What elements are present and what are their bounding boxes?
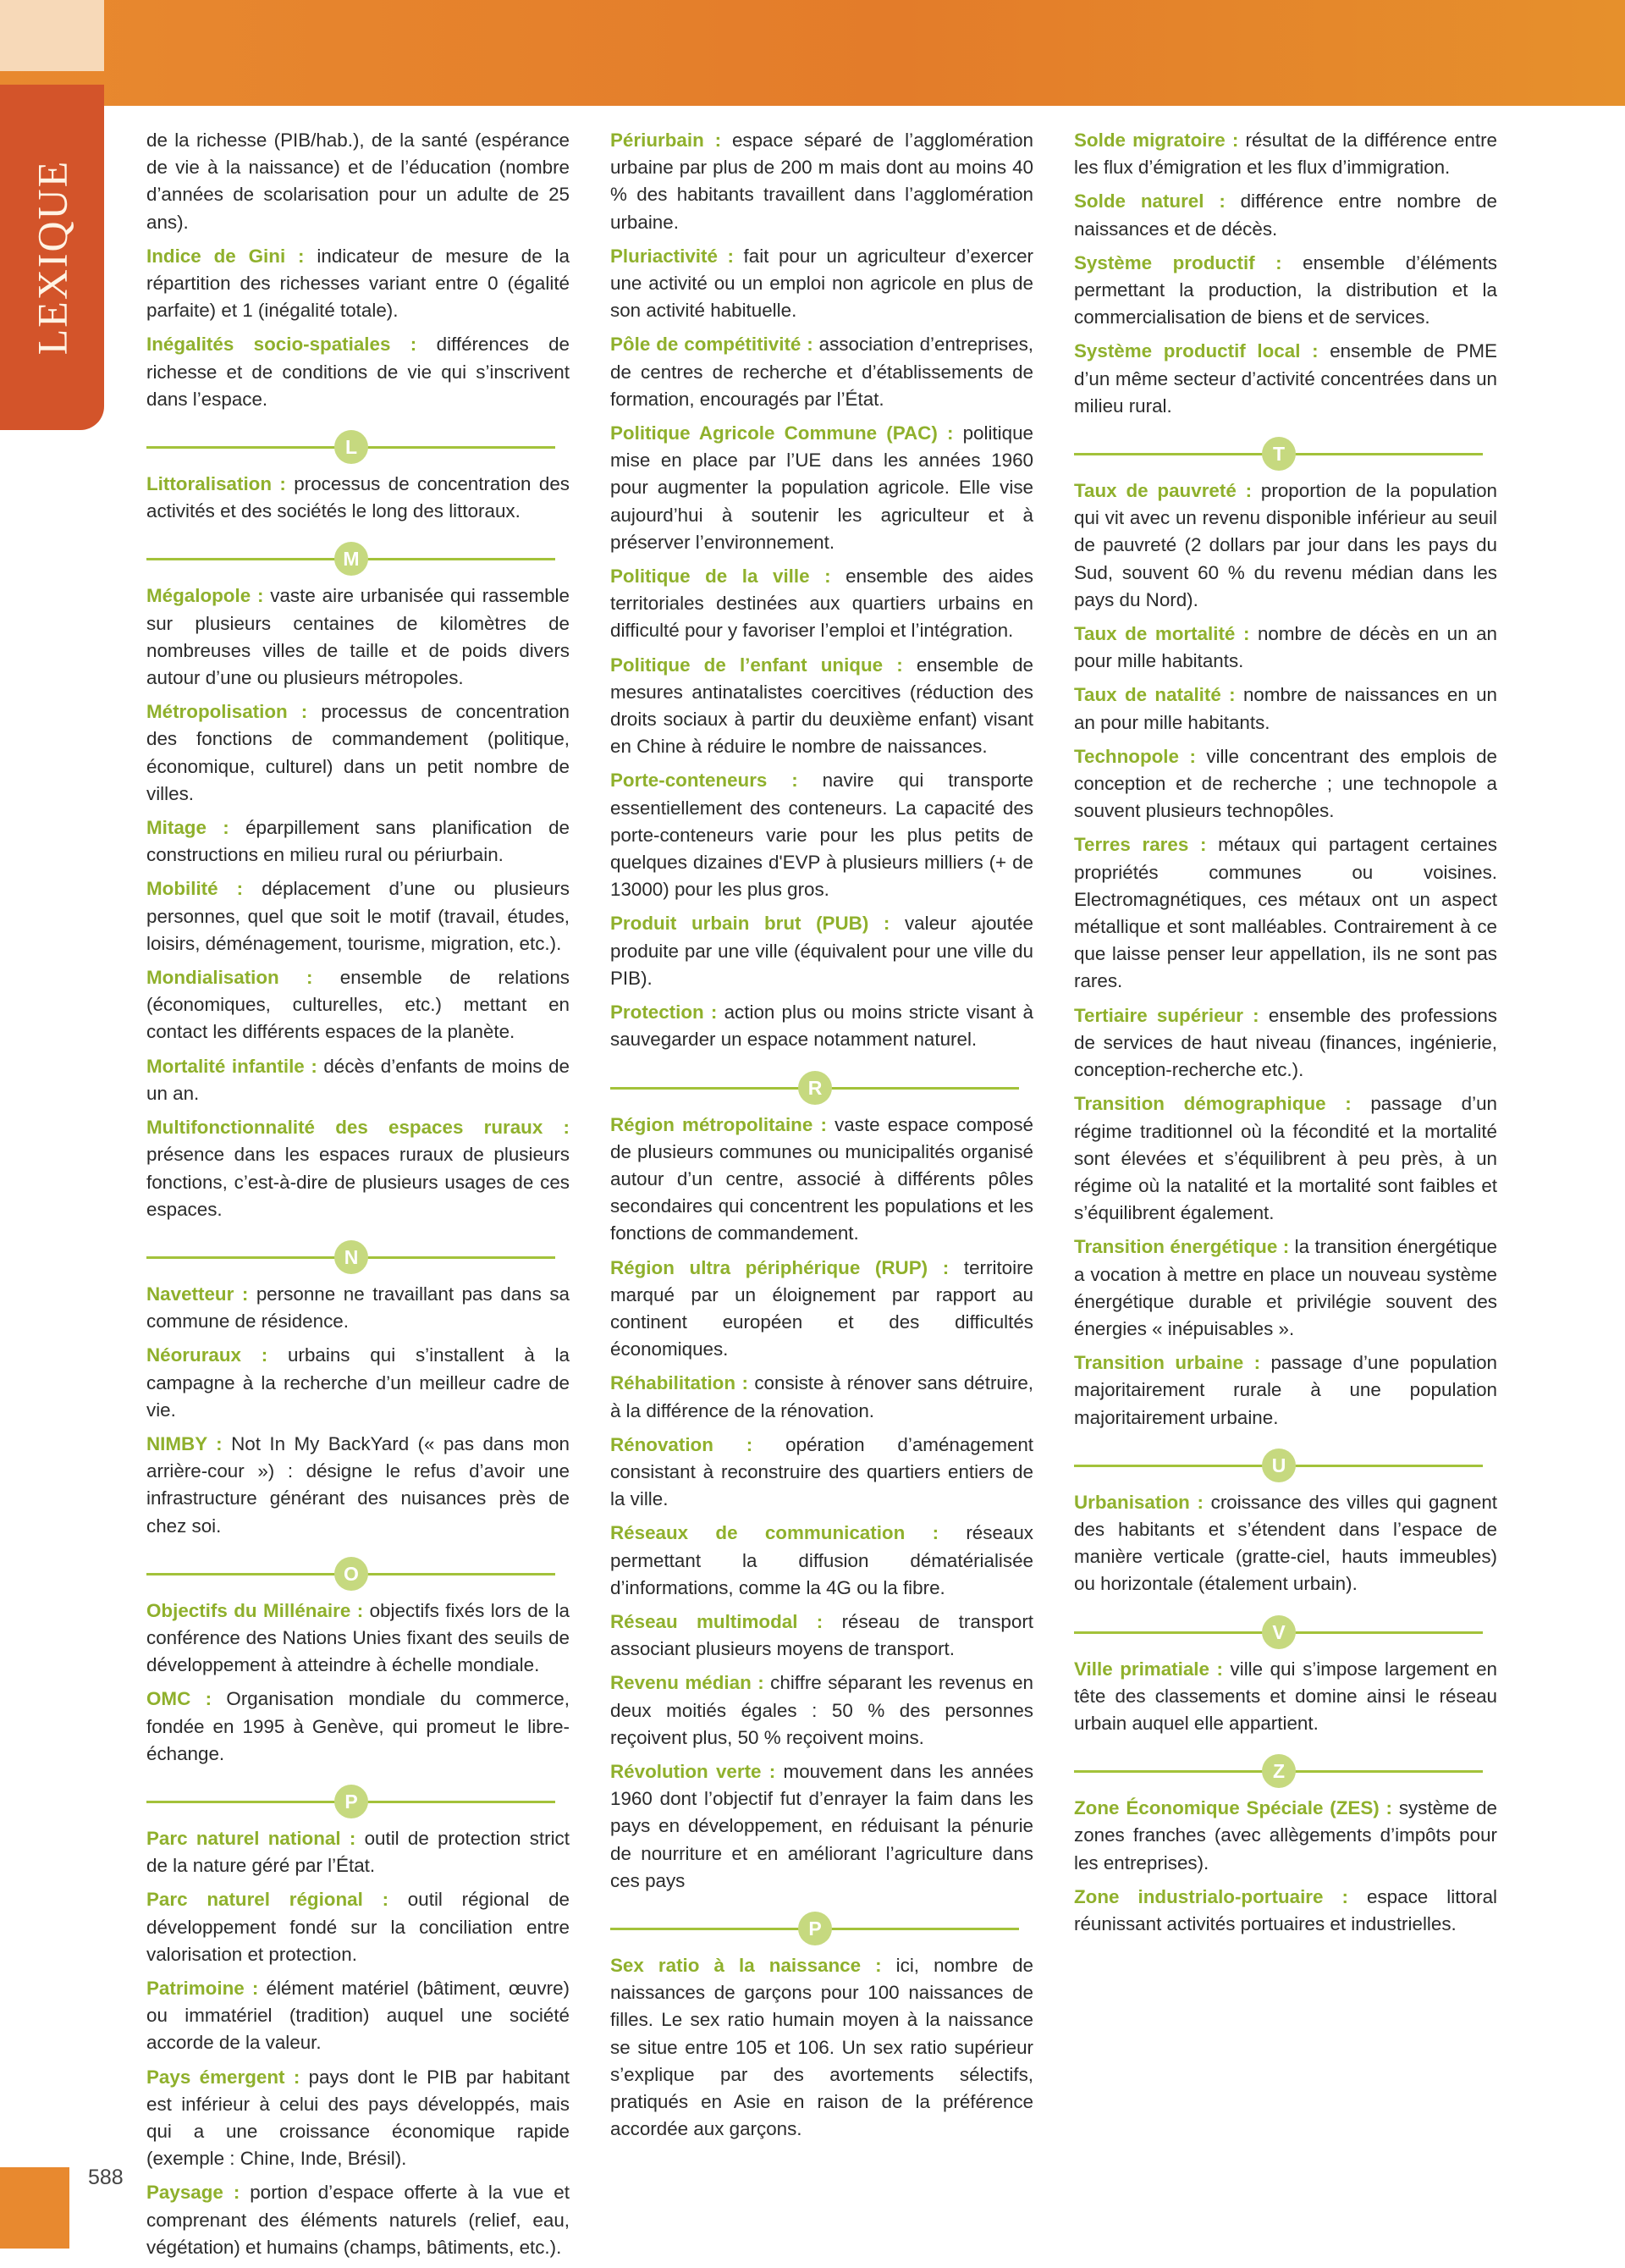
glossary-entry <box>146 1431 570 1540</box>
glossary-column-2 <box>610 127 1033 2149</box>
entry-definition: Organisation mondiale du commerce, fondée en 1995 à Genève, qui promeut le libre-échange. <box>146 1688 570 1764</box>
glossary-entry <box>610 652 1033 761</box>
entry-term: Pays émergent : <box>146 2066 300 2088</box>
glossary-entry <box>1074 831 1497 995</box>
letter-badge: R <box>798 1071 832 1105</box>
glossary-entry <box>1074 338 1497 420</box>
entry-term: Mitage : <box>146 817 229 839</box>
glossary-entry <box>1074 1090 1497 1227</box>
entry-term: Technopole : <box>1074 745 1196 767</box>
letter-divider <box>146 430 570 464</box>
glossary-entry <box>146 1598 570 1680</box>
entry-term: Système productif local : <box>1074 340 1319 362</box>
entry-term: Urbanisation : <box>1074 1491 1204 1513</box>
entry-term: Métropolisation : <box>146 701 308 723</box>
entry-definition: association d’entreprises, de centres de recherche et d’établissements de formation, encouragés par l’État. <box>610 334 1033 410</box>
entry-definition: opération d’aménagement consistant à reconstruire des quartiers entiers de la ville. <box>610 1433 1033 1510</box>
letter-divider <box>1074 437 1497 471</box>
entry-definition: vaste espace composé de plusieurs communes ou municipalités organisé autour d’un centre, associé à différents pôles secondaires qui concentrent les populations et les fonctions de commandement. <box>610 1113 1034 1244</box>
glossary-column-3 <box>1074 127 1497 1945</box>
glossary-entry <box>1074 1489 1497 1598</box>
glossary-entry <box>610 1112 1033 1248</box>
entry-definition: action plus ou moins stricte visant à sauvegarder un espace notamment naturel. <box>610 1002 1033 1051</box>
letter-badge: P <box>334 1785 368 1818</box>
glossary-entry <box>610 767 1033 903</box>
entry-term: Navetteur : <box>146 1283 249 1305</box>
entry-definition: élément matériel (bâtiment, œuvre) ou immatériel (tradition) auquel une société accorde de la valeur. <box>146 1977 570 2054</box>
entry-definition: urbains qui s’installent à la campagne à la recherche d’un meilleur cadre de vie. <box>146 1344 570 1421</box>
entry-term: Taux de pauvreté : <box>1074 480 1253 502</box>
entry-definition: ensemble de mesures antinatalistes coercitives (réduction des droits sociaux à partir du deuxième enfant) visant en Chine à réduire le nombre de naissances. <box>610 654 1033 758</box>
glossary-entry <box>146 1114 570 1223</box>
entry-definition: Not In My BackYard (« pas dans mon arrière-cour ») : désigne le refus d’avoir une infrastructure générant des nuisances près de chez soi. <box>146 1432 570 1537</box>
glossary-entry <box>610 563 1033 645</box>
glossary-entry <box>610 1952 1033 2143</box>
entry-definition: personne ne travaillant pas dans sa commune de résidence. <box>146 1283 570 1333</box>
glossary-entry <box>146 1825 570 1879</box>
glossary-entry <box>1074 743 1497 825</box>
glossary-entry <box>146 1975 570 2057</box>
entry-term: Réhabilitation : <box>610 1372 748 1394</box>
entry-definition: de la richesse (PIB/hab.), de la santé (espérance de vie à la naissance) et de l’éducation (nombre d’années de scolarisation pour un adulte de 25 ans). <box>146 130 570 233</box>
entry-term: Multifonctionnalité des espaces ruraux : <box>146 1117 570 1139</box>
glossary-entry <box>146 1281 570 1335</box>
letter-divider <box>146 1240 570 1274</box>
entry-definition: ensemble d’éléments permettant la production, la distribution et la commercialisation de biens et de services. <box>1074 251 1497 328</box>
entry-term: Solde migratoire : <box>1074 130 1239 151</box>
entry-term: Pluriactivité : <box>610 245 734 267</box>
entry-term: Région métropolitaine : <box>610 1113 827 1135</box>
glossary-entry <box>1074 682 1497 736</box>
glossary-entry <box>146 582 570 692</box>
glossary-entry <box>610 331 1033 413</box>
glossary-entry <box>146 471 570 525</box>
entry-definition: fait pour un agriculteur d’exercer une activité ou un emploi non agricole en plus de son activité habituelle. <box>610 245 1033 322</box>
entry-definition: outil régional de développement fondé sur la conciliation entre valorisation et protection. <box>146 1889 570 1965</box>
letter-divider <box>1074 1615 1497 1649</box>
entry-term: Parc naturel national : <box>146 1827 356 1849</box>
letter-divider <box>1074 1449 1497 1482</box>
entry-definition: la transition énergétique a vocation à mettre en place un nouveau système énergétique durable et privilégie souvent des énergies « inépuisables ». <box>1074 1236 1498 1339</box>
entry-term: Sex ratio à la naissance : <box>610 1954 882 1976</box>
entry-definition: différences de richesse et de conditions de vie qui s’inscrivent dans l’espace. <box>146 334 570 410</box>
entry-definition: déplacement d’une ou plusieurs personnes, quel que soit le motif (travail, études, loisirs, déménagement, tourisme, migration, etc.). <box>146 878 570 954</box>
entry-definition: réseaux permettant la diffusion dématérialisée d’informations, comme la 4G ou la fibre. <box>610 1522 1033 1598</box>
letter-badge: Z <box>1262 1754 1296 1788</box>
letter-badge: N <box>334 1240 368 1274</box>
entry-term: Rénovation : <box>610 1433 753 1455</box>
entry-term: Taux de mortalité : <box>1074 623 1250 645</box>
glossary-entry <box>1074 477 1497 614</box>
letter-divider <box>1074 1754 1497 1788</box>
glossary-entry <box>610 1520 1033 1602</box>
entry-term: Revenu médian : <box>610 1672 764 1694</box>
glossary-entry <box>610 1432 1033 1514</box>
glossary-entry <box>146 875 570 957</box>
glossary-entry <box>610 1609 1033 1663</box>
glossary-entry <box>1074 1656 1497 1738</box>
entry-term: Tertiaire supérieur : <box>1074 1004 1259 1026</box>
entry-term: Pôle de compétitivité : <box>610 334 813 356</box>
glossary-entry <box>146 814 570 869</box>
glossary-entry <box>146 1886 570 1968</box>
entry-term: Ville primatiale : <box>1074 1658 1223 1680</box>
entry-definition: ville qui s’impose largement en tête des classements et domine ainsi le réseau urbain auquel elle appartient. <box>1074 1658 1497 1734</box>
glossary-entry <box>146 1342 570 1424</box>
entry-definition: nombre de naissances en un an pour mille habitants. <box>1074 684 1497 733</box>
entry-term: Mégalopole : <box>146 585 264 607</box>
entry-term: Réseaux de communication : <box>610 1522 939 1544</box>
entry-term: Indice de Gini : <box>146 245 305 267</box>
entry-term: Transition démographique : <box>1074 1093 1352 1115</box>
entry-term: Révolution verte : <box>610 1760 776 1782</box>
glossary-entry <box>610 1758 1033 1895</box>
entry-definition: outil de protection strict de la nature géré par l’État. <box>146 1827 570 1877</box>
entry-term: NIMBY : <box>146 1432 223 1454</box>
glossary-entry <box>1074 1795 1497 1877</box>
entry-term: Transition énergétique : <box>1074 1236 1290 1258</box>
letter-badge: L <box>334 430 368 464</box>
entry-definition: ensemble de relations (économiques, culturelles, etc.) mettant en contact les différents espaces de la planète. <box>146 967 570 1043</box>
entry-term: Politique de la ville : <box>610 566 831 588</box>
entry-definition: vaste aire urbanisée qui rassemble sur plusieurs centaines de kilomètres de nombreuses villes de taille et de poids divers autour d’une ou plusieurs métropoles. <box>146 585 570 689</box>
entry-definition: présence dans les espaces ruraux de plusieurs fonctions, c’est-à-dire de plusieurs usages de ces espaces. <box>146 1144 570 1220</box>
entry-definition: navire qui transporte essentiellement des conteneurs. La capacité des porte-conteneurs varie pour les plus petits de quelques dizaines d'EVP à plusieurs milliers (+ de 13000) pour les plus gros. <box>610 770 1034 901</box>
entry-term: Littoralisation : <box>146 473 286 495</box>
letter-badge: V <box>1262 1615 1296 1649</box>
entry-term: Protection : <box>610 1002 718 1024</box>
glossary-entry <box>146 127 570 236</box>
letter-divider <box>146 542 570 576</box>
entry-definition: ville concentrant des emplois de conception et de recherche ; une technopole a souvent plusieurs technopôles. <box>1074 745 1497 822</box>
entry-definition: ensemble de PME d’un même secteur d’activité concentrées dans un milieu rural. <box>1074 340 1497 417</box>
section-title: LEXIQUE <box>28 159 76 356</box>
entry-term: Solde naturel : <box>1074 190 1226 212</box>
entry-definition: ensemble des professions de services de haut niveau (finances, ingénierie, conception-recherche etc.). <box>1074 1004 1497 1081</box>
glossary-entry <box>610 910 1033 992</box>
entry-term: Mobilité : <box>146 878 244 900</box>
entry-definition: ensemble des aides territoriales destinées aux quartiers urbains en difficulté pour y favoriser l’emploi et l’intégration. <box>610 566 1033 642</box>
entry-definition: pays dont le PIB par habitant est inférieur à celui des pays développés, mais qui a une croissance économique rapide (exemple : Chine, Inde, Brésil). <box>146 2066 570 2170</box>
glossary-entry <box>610 1370 1033 1424</box>
glossary-entry <box>146 331 570 413</box>
glossary-entry <box>610 243 1033 325</box>
entry-term: Paysage : <box>146 2182 240 2204</box>
glossary-entry <box>146 2179 570 2261</box>
entry-term: Parc naturel régional : <box>146 1889 389 1911</box>
letter-badge: O <box>334 1557 368 1591</box>
entry-definition: métaux qui partagent certaines propriétés communes ou voisines. Electromagnétiques, ces métaux ont un aspect métallique et sont malléables. Contrairement à ce que laisse penser leur appellation, ils ne sont pas rares. <box>1074 834 1497 992</box>
glossary-entry <box>1074 127 1497 181</box>
glossary-entry <box>610 127 1033 236</box>
entry-definition: valeur ajoutée produite par une ville (équivalent pour une ville du PIB). <box>610 913 1034 989</box>
entry-definition: ici, nombre de naissances de garçons pour 100 naissances de filles. Le sex ratio humain moyen à la naissance se situe entre 105 et 106. Un sex ratio supérieur s’explique par des avortements sélectifs, pratiqués en Asie en raison de la préférence accordée aux garçons. <box>610 1954 1033 2140</box>
letter-divider <box>146 1557 570 1591</box>
entry-definition: espace littoral réunissant activités portuaires et industrielles. <box>1074 1885 1498 1934</box>
entry-term: Patrimoine : <box>146 1977 259 1999</box>
entry-definition: éparpillement sans planification de constructions en milieu rural ou périurbain. <box>146 817 570 866</box>
entry-definition: passage d’une population majoritairement rurale à une population majoritairement urbaine. <box>1074 1352 1497 1428</box>
glossary-entry <box>1074 1349 1497 1432</box>
entry-definition: chiffre séparant les revenus en deux moitiés égales : 50 % des personnes reçoivent plus, 50 % reçoivent moins. <box>610 1672 1034 1748</box>
letter-badge: P <box>798 1912 832 1945</box>
glossary-entry <box>146 964 570 1046</box>
entry-term: Périurbain : <box>610 130 722 151</box>
entry-definition: espace séparé de l’agglomération urbaine par plus de 200 m mais dont au moins 40 % des habitants travaillent dans l’agglomération urbaine. <box>610 130 1033 233</box>
entry-term: Néoruraux : <box>146 1344 268 1366</box>
entry-definition: objectifs fixés lors de la conférence des Nations Unies fixant des seuils de développement à atteindre à échelle mondiale. <box>146 1599 570 1676</box>
entry-definition: proportion de la population qui vit avec un revenu disponible inférieur au seuil de pauvreté (2 dollars par jour dans les pays du Sud, souvent 60 % du revenu médian dans les pays du Nord). <box>1074 480 1497 610</box>
glossary-entry <box>610 420 1033 556</box>
letter-badge: U <box>1262 1449 1296 1482</box>
entry-term: Région ultra périphérique (RUP) : <box>610 1256 950 1278</box>
entry-term: Réseau multimodal : <box>610 1610 824 1632</box>
glossary-entry <box>610 1255 1033 1364</box>
entry-term: Terres rares : <box>1074 834 1207 856</box>
entry-definition: système de zones franches (avec allègements d’impôts pour les entreprises). <box>1074 1797 1497 1873</box>
entry-definition: processus de concentration des activités et des sociétés le long des littoraux. <box>146 473 570 522</box>
glossary-entry <box>610 1669 1033 1752</box>
letter-divider <box>146 1785 570 1818</box>
entry-definition: consiste à rénover sans détruire, à la différence de la rénovation. <box>610 1372 1033 1421</box>
letter-badge: T <box>1262 437 1296 471</box>
glossary-entry <box>146 1686 570 1768</box>
glossary-entry <box>146 243 570 325</box>
glossary-entry <box>1074 188 1497 242</box>
entry-definition: nombre de décès en un an pour mille habitants. <box>1074 623 1497 672</box>
entry-definition: portion d’espace offerte à la vue et comprenant des éléments naturels (relief, eau, végétation) et humains (champs, bâtiments, etc.). <box>146 2182 570 2258</box>
entry-term: OMC : <box>146 1688 212 1710</box>
glossary-column-1 <box>146 127 570 2268</box>
glossary-entry <box>146 2064 570 2173</box>
letter-badge: M <box>334 542 368 576</box>
glossary-entry <box>610 999 1033 1053</box>
entry-term: Politique de l’enfant unique : <box>610 654 903 676</box>
entry-definition: résultat de la différence entre les flux d’émigration et les flux d’immigration. <box>1074 130 1498 179</box>
entry-definition: réseau de transport associant plusieurs moyens de transport. <box>610 1610 1033 1660</box>
entry-term: Taux de natalité : <box>1074 684 1236 706</box>
entry-term: Transition urbaine : <box>1074 1352 1261 1374</box>
entry-definition: décès d’enfants de moins de un an. <box>146 1055 570 1104</box>
glossary-entry <box>1074 1002 1497 1084</box>
entry-definition: processus de concentration des fonctions de commandement (politique, économique, culturel) dans un petit nombre de villes. <box>146 701 570 804</box>
letter-divider <box>610 1912 1033 1945</box>
glossary-entry <box>1074 1233 1497 1343</box>
entry-term: Zone industrialo-portuaire : <box>1074 1885 1348 1907</box>
entry-term: Inégalités socio-spatiales : <box>146 334 417 356</box>
entry-definition: territoire marqué par un éloignement par rapport au continent européen et des difficultés économiques. <box>610 1256 1033 1360</box>
header-bar <box>0 0 1625 106</box>
entry-term: Produit urbain brut (PUB) : <box>610 913 890 935</box>
entry-term: Mortalité infantile : <box>146 1055 317 1077</box>
entry-definition: différence entre nombre de naissances et de décès. <box>1074 190 1497 240</box>
glossary-entry <box>146 1053 570 1107</box>
header-corner-block <box>0 0 104 71</box>
glossary-entry <box>1074 1884 1497 1938</box>
entry-term: Système productif : <box>1074 251 1282 273</box>
entry-definition: passage d’un régime traditionnel où la fécondité et la mortalité sont élevées et s’équilibrent à peu près, à un régime où la natalité et la mortalité sont faibles et s’équilibrent également. <box>1074 1093 1497 1224</box>
entry-definition: mouvement dans les années 1960 dont l’objectif fut d’enrayer la faim dans les pays en développement, en réduisant la pénurie de nourriture et en améliorant l’agriculture dans ces pays <box>610 1760 1034 1891</box>
glossary-entry <box>1074 250 1497 332</box>
entry-term: Zone Économique Spéciale (ZES) : <box>1074 1797 1393 1819</box>
entry-term: Politique Agricole Commune (PAC) : <box>610 422 954 444</box>
page-number: 588 <box>88 2166 124 2189</box>
glossary-entry <box>1074 621 1497 675</box>
entry-definition: indicateur de mesure de la répartition des richesses variant entre 0 (égalité parfaite) et 1 (inégalité totale). <box>146 245 570 322</box>
entry-definition: croissance des villes qui gagnent des habitants et s’étendent dans l’espace de manière verticale (gratte-ciel, hauts immeubles) ou horizontale (étalement urbain). <box>1074 1491 1497 1595</box>
entry-term: Mondialisation : <box>146 967 313 989</box>
entry-term: Porte-conteneurs : <box>610 770 798 792</box>
footer-bar <box>0 2167 69 2249</box>
glossary-entry <box>146 698 570 808</box>
entry-term: Objectifs du Millénaire : <box>146 1599 364 1621</box>
section-tab <box>0 85 104 430</box>
entry-definition: politique mise en place par l’UE dans les années 1960 pour augmenter la population agricole. Elle vise aujourd’hui à soutenir les agriculteur et à préserver l’environnement. <box>610 422 1033 553</box>
letter-divider <box>610 1071 1033 1105</box>
